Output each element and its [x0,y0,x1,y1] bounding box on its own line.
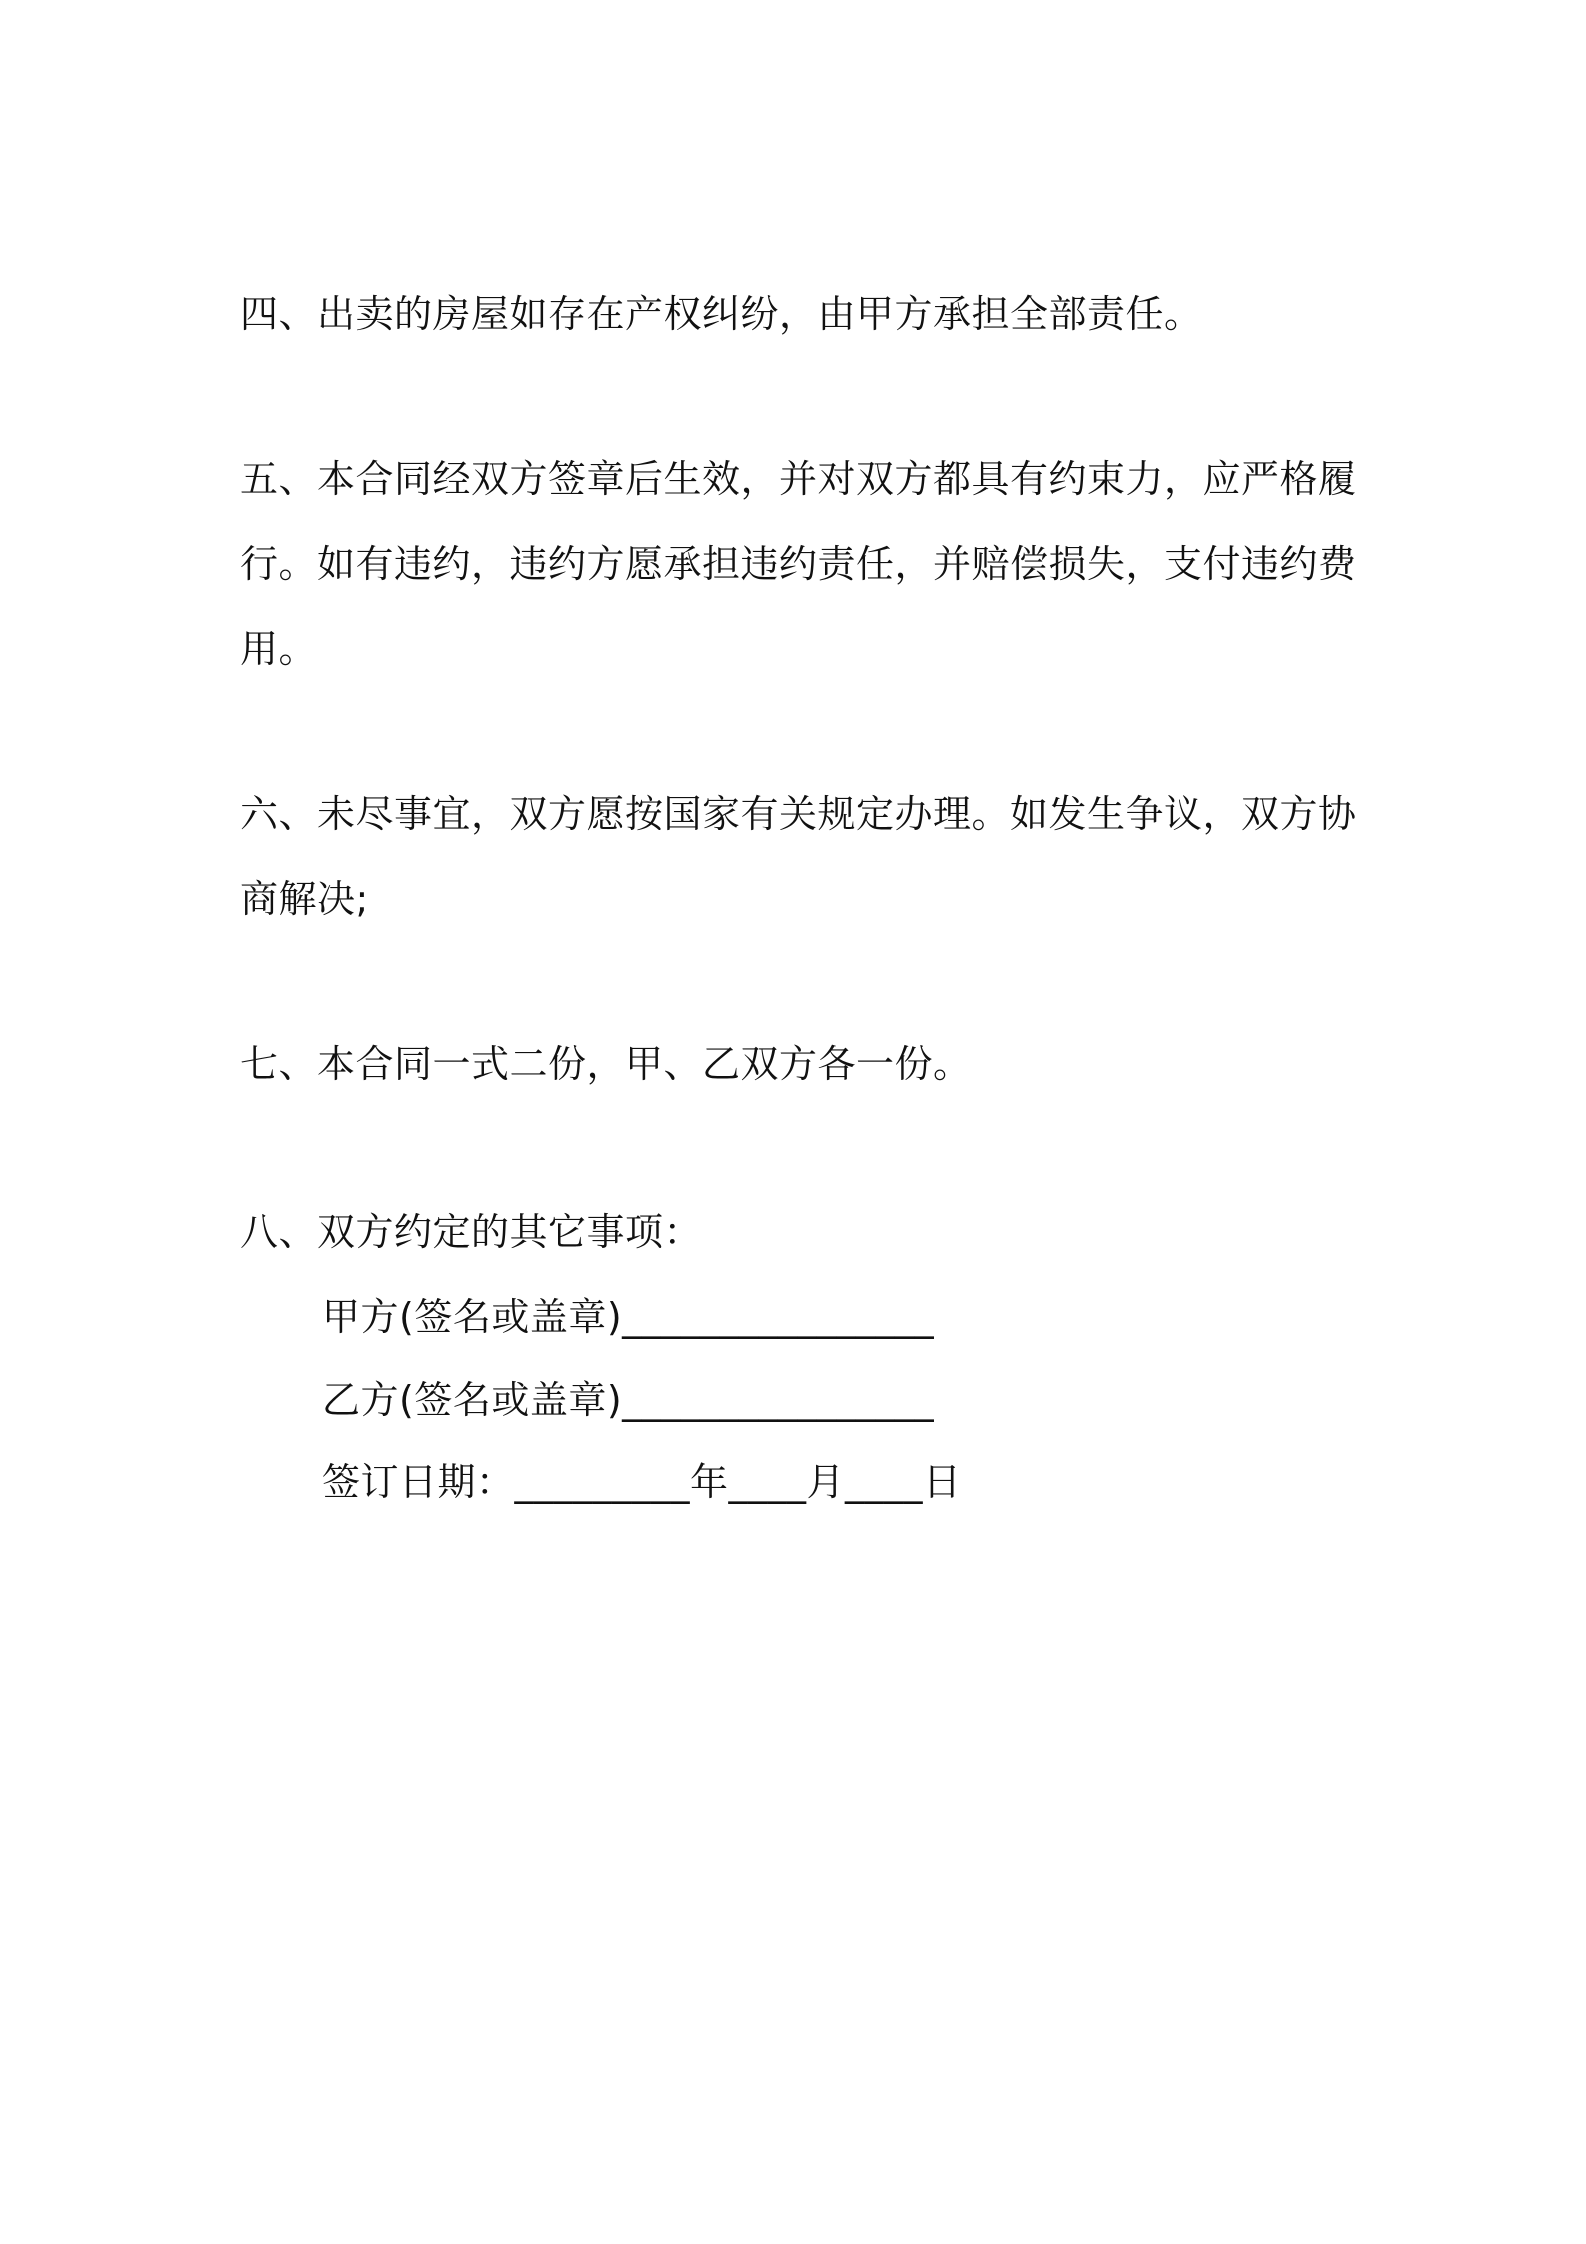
party-b-signature-line: 乙方(签名或盖章)________________ [322,1378,935,1422]
signing-date-line: 签订日期：_________年____月____日 [322,1460,962,1504]
clause-7: 七、本合同一式二份，甲、乙双方各一份。 [240,1042,972,1086]
party-a-signature-line: 甲方(签名或盖章)________________ [322,1295,935,1339]
clause-8: 八、双方约定的其它事项： [240,1210,703,1254]
clause-4: 四、出卖的房屋如存在产权纠纷，由甲方承担全部责任。 [240,292,1203,336]
clause-5: 五、本合同经双方签章后生效，并对双方都具有约束力，应严格履行。如有违约，违约方愿承担违约责任，并赔偿损失，支付违约费用。 [240,457,1357,671]
clause-6: 六、未尽事宜，双方愿按国家有关规定办理。如发生争议，双方协商解决; [240,792,1357,921]
